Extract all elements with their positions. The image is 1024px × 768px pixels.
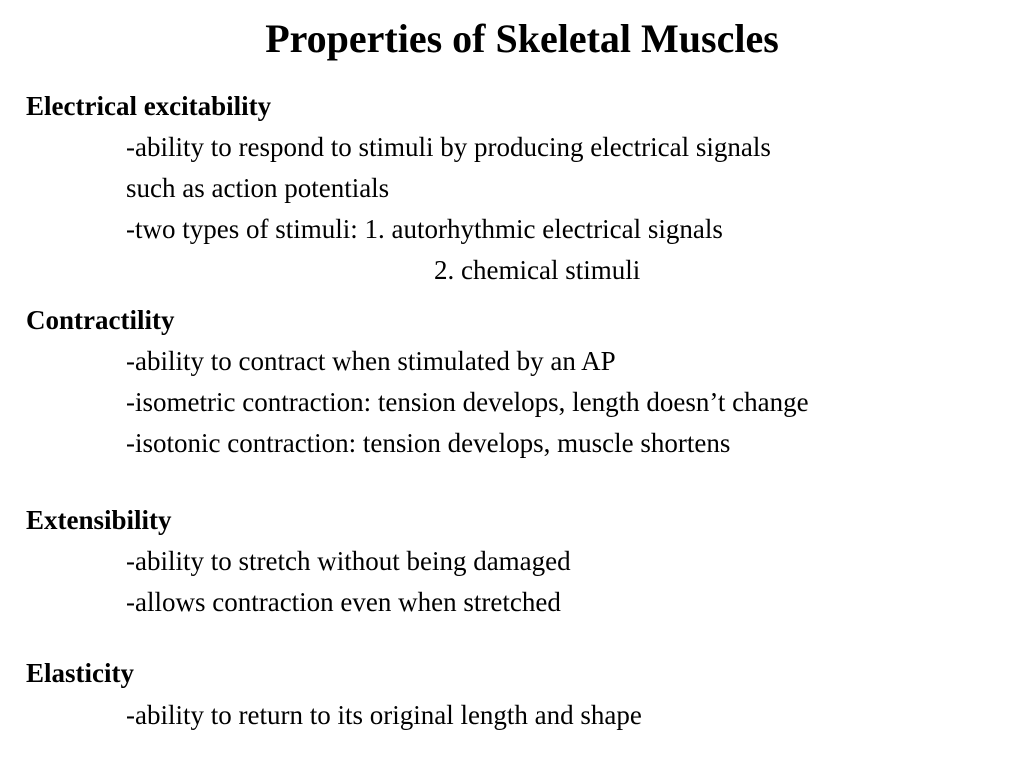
section-line: -allows contraction even when stretched xyxy=(126,587,561,617)
section-line: -isometric contraction: tension develops, length doesn’t change xyxy=(126,387,809,417)
section-heading-contractility: Contractility xyxy=(26,305,175,335)
slide-title: Properties of Skeletal Muscles xyxy=(265,16,779,61)
section-line: such as action potentials xyxy=(126,173,390,203)
section-line: -ability to contract when stimulated by an AP xyxy=(126,346,616,376)
section-line: 2. chemical stimuli xyxy=(434,255,641,285)
section-heading-extensibility: Extensibility xyxy=(26,505,172,535)
section-heading-electrical-excitability: Electrical excitability xyxy=(26,91,272,121)
section-line: -ability to return to its original length and shape xyxy=(126,700,642,730)
section-line: -ability to respond to stimuli by producing electrical signals xyxy=(126,132,771,162)
section-line: -isotonic contraction: tension develops, muscle shortens xyxy=(126,428,731,458)
section-line: -ability to stretch without being damaged xyxy=(126,546,571,576)
section-heading-elasticity: Elasticity xyxy=(26,658,134,688)
section-line: -two types of stimuli: 1. autorhythmic electrical signals xyxy=(126,214,723,244)
